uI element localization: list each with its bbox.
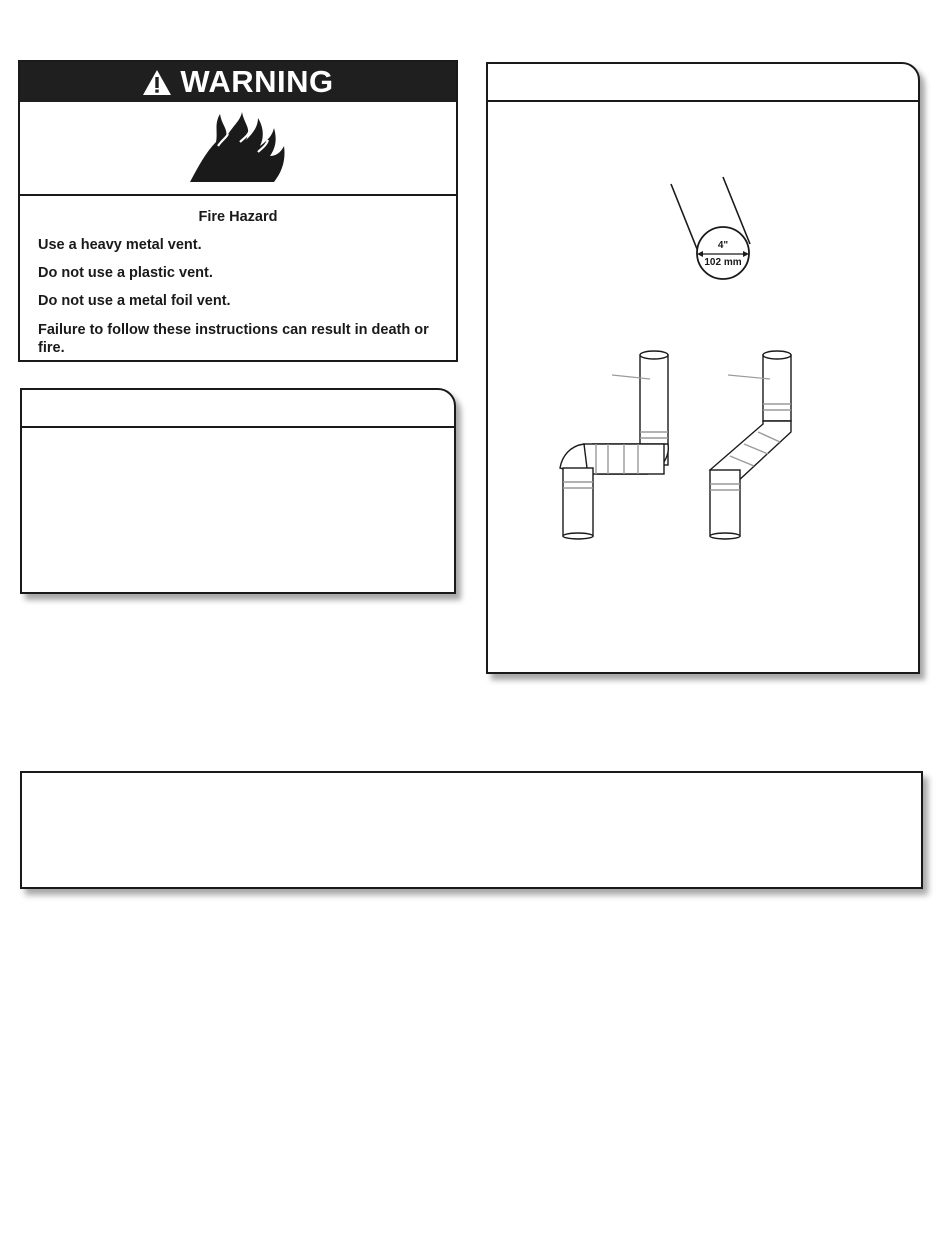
warning-body <box>20 196 456 357</box>
left-info-panel <box>20 388 456 594</box>
left-panel-tab <box>22 390 454 428</box>
warning-title: WARNING <box>180 64 334 99</box>
warning-line: Failure to follow these instructions can result in death or fire. <box>38 321 429 356</box>
dimension-mm: 102 mm <box>704 257 742 268</box>
warning-triangle-icon <box>142 69 172 96</box>
hazard-title: Fire Hazard <box>198 209 278 225</box>
bottom-info-panel <box>20 771 923 889</box>
fire-icon <box>188 112 288 184</box>
warning-header <box>20 62 456 102</box>
dimension-inch: 4" <box>717 240 729 251</box>
warning-line: Use a heavy metal vent. <box>38 237 202 254</box>
angled-vent-illustration-right <box>710 351 791 539</box>
vent-diameter-illustration <box>671 177 750 279</box>
elbow-vent-illustration-left <box>560 351 668 539</box>
warning-line: Do not use a metal foil vent. <box>38 293 231 310</box>
vent-diagram <box>488 64 918 672</box>
vent-diagram-panel <box>486 62 920 674</box>
warning-box <box>18 60 458 362</box>
fire-symbol-area <box>20 102 456 196</box>
warning-line: Do not use a plastic vent. <box>38 265 213 282</box>
